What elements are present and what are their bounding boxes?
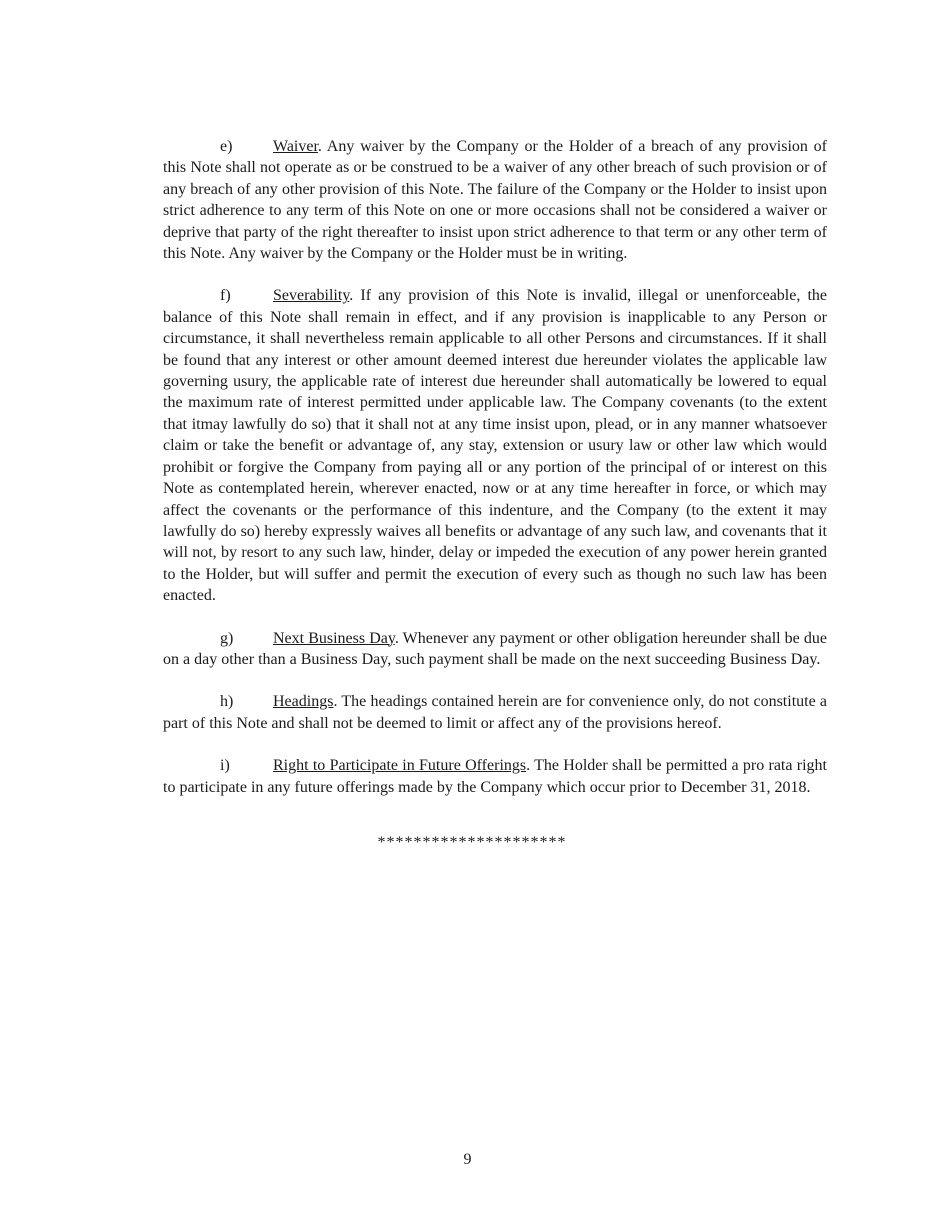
paragraph-label: i) xyxy=(220,757,230,775)
paragraph-e-waiver xyxy=(163,136,827,264)
paragraph-body: . Whenever any payment or other obligation hereunder shall be due on a day other than a Business Day, such payment shall be made on the next succeeding Business Day. xyxy=(163,629,827,668)
paragraph-label: e) xyxy=(220,138,233,155)
section-heading-right-to-participate: Right to Participate in Future Offerings xyxy=(273,757,527,775)
paragraph-label: h) xyxy=(220,693,234,711)
section-heading-next-business-day: Next Business Day xyxy=(273,629,395,647)
section-heading-waiver: Waiver xyxy=(273,138,318,155)
section-heading-severability: Severability xyxy=(273,287,350,305)
document-body xyxy=(163,136,827,853)
paragraph-i-right-to-participate xyxy=(163,755,827,798)
paragraph-body: . The Holder shall be permitted a pro rata right to participate in any future offerings made by the Company which occur prior to December 31, 2018. xyxy=(163,757,827,796)
section-heading-headings: Headings xyxy=(273,693,334,711)
paragraph-body: . The headings contained herein are for convenience only, do not constitute a part of this Note and shall not be deemed to limit or affect any of the provisions hereof. xyxy=(163,693,827,732)
paragraph-f-severability xyxy=(163,285,827,606)
asterisk-separator: ********************* xyxy=(377,833,567,851)
paragraph-label: f) xyxy=(220,287,231,305)
page-number: 9 xyxy=(463,1151,472,1168)
paragraph-h-headings xyxy=(163,691,827,734)
paragraph-body: . If any provision of this Note is invalid, illegal or unenforceable, the balance of this Note shall remain in effect, and if any provision is inapplicable to any Person or circumstance, it shall nevertheless remain applicable to all other Persons and circumstances. If it shall be found that any interest or other amount deemed interest due hereunder violates the applicable law governing usury, the applicable rate of interest due hereunder shall automatically be lowered to equal the maximum rate of interest permitted under applicable law. The Company covenants (to the extent that itmay lawfully do so) that it shall not at any time insist upon, plead, or in any manner whatsoever claim or take the benefit or advantage of, any stay, extension or usury law or other law which would prohibit or forgive the Company from paying all or any portion of the principal of or interest on this Note as contemplated herein, wherever enacted, now or at any time hereafter in force, or which may affect the covenants or the performance of this indenture, and the Company (to the extent it may lawfully do so) hereby expressly waives all benefits or advantage of any such law, and covenants that it will not, by resort to any such law, hinder, delay or impeded the execution of any power herein granted to the Holder, but will suffer and permit the execution of every such as though no such law has been enacted. xyxy=(163,287,827,605)
paragraph-body: . Any waiver by the Company or the Holder of a breach of any provision of this Note shall not operate as or be construed to be a waiver of any other breach of such provision or of any breach of any other provision of this Note. The failure of the Company or the Holder to insist upon strict adherence to any term of this Note on one or more occasions shall not be considered a waiver or deprive that party of the right thereafter to insist upon strict adherence to that term or any other term of this Note. Any waiver by the Company or the Holder must be in writing. xyxy=(163,138,827,263)
paragraph-g-next-business-day xyxy=(163,628,827,671)
paragraph-label: g) xyxy=(220,629,234,647)
